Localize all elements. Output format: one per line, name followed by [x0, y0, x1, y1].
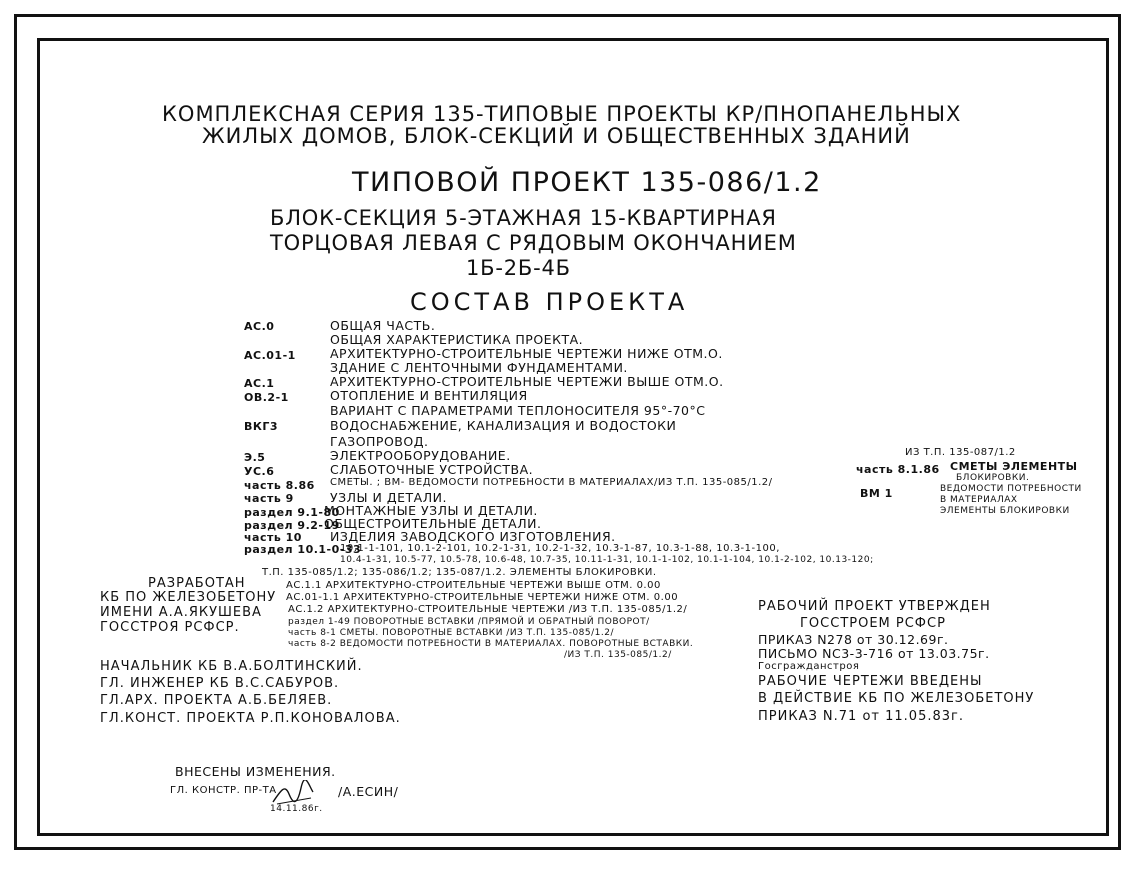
code-as0: АС.0 — [244, 320, 275, 333]
content-line: СМЕТЫ. ; ВМ- ВЕДОМОСТИ ПОТРЕБНОСТИ В МАТЕРИАЛАХ/ИЗ Т.П. 135-085/1.2/ — [330, 477, 773, 488]
code-as1: АС.1 — [244, 377, 275, 390]
content-line: 10.4-1-31, 10.5-77, 10.5-78, 10.6-48, 10.7-35, 10.11-1-31, 10.1-1-102, 10.1-1-104, 10.1-2-102, 10.13-120; — [340, 555, 874, 565]
dev-mid4: раздел 1-49 ПОВОРОТНЫЕ ВСТАВКИ /ПРЯМОЙ И ОБРАТНЫЙ ПОВОРОТ/ — [288, 617, 650, 627]
content-line: МОНТАЖНЫЕ УЗЛЫ И ДЕТАЛИ. — [324, 503, 538, 518]
staff-line: НАЧАЛЬНИК КБ В.А.БОЛТИНСКИЙ. — [100, 659, 363, 674]
dev-line3: ИМЕНИ А.А.ЯКУШЕВА — [100, 605, 262, 620]
right-vm-text1: ВЕДОМОСТИ ПОТРЕБНОСТИ — [940, 484, 1082, 494]
content-line: АРХИТЕКТУРНО-СТРОИТЕЛЬНЫЕ ЧЕРТЕЖИ ВЫШЕ ОТМ.О. — [330, 374, 724, 389]
content-line: ОБЩЕСТРОИТЕЛЬНЫЕ ДЕТАЛИ. — [324, 516, 542, 531]
section-title: СОСТАВ ПРОЕКТА — [410, 288, 689, 316]
approval-line2: ГОССТРОЕМ РСФСР — [800, 616, 946, 631]
content-line: УЗЛЫ И ДЕТАЛИ. — [330, 490, 447, 505]
approval-line5: Госгражданстроя — [758, 661, 860, 672]
right-vm-text2: В МАТЕРИАЛАХ — [940, 495, 1018, 505]
staff-line: ГЛ. ИНЖЕНЕР КБ В.С.САБУРОВ. — [100, 676, 340, 691]
content-line: ОТОПЛЕНИЕ И ВЕНТИЛЯЦИЯ — [330, 388, 528, 403]
changes-date: 14.11.86г. — [270, 804, 323, 814]
project-desc-2: ТОРЦОВАЯ ЛЕВАЯ С РЯДОВЫМ ОКОНЧАНИЕМ — [270, 231, 797, 255]
dev-mid7: /ИЗ Т.П. 135-085/1.2/ — [564, 650, 672, 660]
approval-line7: В ДЕЙСТВИЕ КБ ПО ЖЕЛЕЗОБЕТОНУ — [758, 691, 1035, 706]
right-vm-code: ВМ 1 — [860, 487, 893, 500]
dev-mid3: АС.1.2 АРХИТЕКТУРНО-СТРОИТЕЛЬНЫЕ ЧЕРТЕЖИ /ИЗ Т.П. 135-085/1.2/ — [288, 604, 688, 615]
dev-mid2: АС.01-1.1 АРХИТЕКТУРНО-СТРОИТЕЛЬНЫЕ ЧЕРТЕЖИ НИЖЕ ОТМ. 0.00 — [286, 592, 679, 603]
code-sec9-2: раздел 9.2-19 — [244, 519, 340, 532]
project-desc-1: БЛОК-СЕКЦИЯ 5-ЭТАЖНАЯ 15-КВАРТИРНАЯ — [270, 206, 777, 230]
approval-line6: РАБОЧИЕ ЧЕРТЕЖИ ВВЕДЕНЫ — [758, 674, 983, 689]
right-part-code: часть 8.1.86 — [856, 463, 940, 476]
right-part-text2: БЛОКИРОВКИ. — [956, 473, 1030, 483]
changes-name: /А.ЕСИН/ — [338, 784, 399, 799]
staff-line: ГЛ.КОНСТ. ПРОЕКТА Р.П.КОНОВАЛОВА. — [100, 711, 401, 726]
content-line: СЛАБОТОЧНЫЕ УСТРОЙСТВА. — [330, 462, 534, 477]
code-part10: часть 10 — [244, 531, 302, 544]
project-desc-3: 1Б-2Б-4Б — [466, 256, 571, 280]
dev-line2: КБ ПО ЖЕЛЕЗОБЕТОНУ — [100, 590, 277, 605]
right-ref: ИЗ Т.П. 135-087/1.2 — [905, 447, 1016, 458]
content-line: 10.1-1-101, 10.1-2-101, 10.2-1-31, 10.2-1-32, 10.3-1-87, 10.3-1-88, 10.3-1-100, — [340, 543, 780, 554]
code-sec9-1: раздел 9.1-80 — [244, 506, 340, 519]
content-line: ВАРИАНТ С ПАРАМЕТРАМИ ТЕПЛОНОСИТЕЛЯ 95°-70°С — [330, 403, 706, 418]
code-part8: часть 8.86 — [244, 479, 315, 492]
series-title-line1: КОМПЛЕКСНАЯ СЕРИЯ 135-ТИПОВЫЕ ПРОЕКТЫ КР/ПНОПАНЕЛЬНЫХ — [162, 102, 962, 126]
dev-mid1: АС.1.1 АРХИТЕКТУРНО-СТРОИТЕЛЬНЫЕ ЧЕРТЕЖИ ВЫШЕ ОТМ. 0.00 — [286, 580, 661, 591]
code-us6: УС.6 — [244, 465, 275, 478]
dev-line1: РАЗРАБОТАН — [148, 576, 246, 591]
series-title-line2: ЖИЛЫХ ДОМОВ, БЛОК-СЕКЦИЙ И ОБЩЕСТВЕННЫХ ЗДАНИЙ — [202, 124, 911, 148]
approval-line8: ПРИКАЗ N.71 от 11.05.83г. — [758, 709, 964, 724]
right-part-text1: СМЕТЫ ЭЛЕМЕНТЫ — [950, 460, 1078, 473]
changes-role: ГЛ. КОНСТР. ПР-ТА — [170, 785, 277, 796]
dev-mid5: часть 8-1 СМЕТЫ. ПОВОРОТНЫЕ ВСТАВКИ /ИЗ Т.П. 135-085/1.2/ — [288, 628, 615, 638]
code-part9: часть 9 — [244, 492, 294, 505]
staff-line: ГЛ.АРХ. ПРОЕКТА А.Б.БЕЛЯЕВ. — [100, 693, 333, 708]
approval-line1: РАБОЧИЙ ПРОЕКТ УТВЕРЖДЕН — [758, 599, 991, 614]
content-line: Т.П. 135-085/1.2; 135-086/1.2; 135-087/1.2. ЭЛЕМЕНТЫ БЛОКИРОВКИ. — [262, 567, 657, 578]
content-line: ГАЗОПРОВОД. — [330, 434, 429, 449]
code-sec10-1: раздел 10.1-0-33 — [244, 543, 362, 556]
code-vkg3: ВКГ3 — [244, 420, 279, 433]
project-title: ТИПОВОЙ ПРОЕКТ 135-086/1.2 — [352, 167, 822, 198]
content-line: ОБЩАЯ ХАРАКТЕРИСТИКА ПРОЕКТА. — [330, 332, 584, 347]
dev-mid6: часть 8-2 ВЕДОМОСТИ ПОТРЕБНОСТИ В МАТЕРИАЛАХ. ПОВОРОТНЫЕ ВСТАВКИ. — [288, 639, 694, 649]
content-line: ЗДАНИЕ С ЛЕНТОЧНЫМИ ФУНДАМЕНТАМИ. — [330, 360, 628, 375]
dev-line4: ГОССТРОЯ РСФСР. — [100, 620, 240, 635]
code-e5: Э.5 — [244, 451, 266, 464]
content-line: ИЗДЕЛИЯ ЗАВОДСКОГО ИЗГОТОВЛЕНИЯ. — [330, 529, 616, 544]
content-line: ЭЛЕКТРООБОРУДОВАНИЕ. — [330, 448, 511, 463]
content-line: АРХИТЕКТУРНО-СТРОИТЕЛЬНЫЕ ЧЕРТЕЖИ НИЖЕ ОТМ.О. — [330, 346, 723, 361]
approval-line4: ПИСЬМО NС3-3-716 от 13.03.75г. — [758, 646, 990, 661]
changes-title: ВНЕСЕНЫ ИЗМЕНЕНИЯ. — [175, 764, 336, 779]
content-line: ОБЩАЯ ЧАСТЬ. — [330, 318, 436, 333]
code-as01-1: АС.01-1 — [244, 349, 296, 362]
content-line: ВОДОСНАБЖЕНИЕ, КАНАЛИЗАЦИЯ И ВОДОСТОКИ — [330, 418, 677, 433]
approval-line3: ПРИКАЗ N278 от 30.12.69г. — [758, 632, 949, 647]
right-vm-text3: ЭЛЕМЕНТЫ БЛОКИРОВКИ — [940, 506, 1070, 516]
code-ov2-1: ОВ.2-1 — [244, 391, 289, 404]
